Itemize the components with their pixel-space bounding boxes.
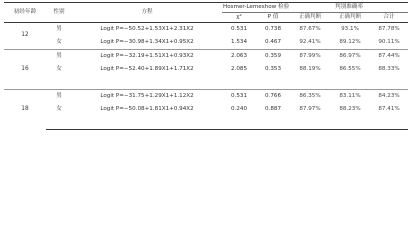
header-accuracy-col-2: 正确判断 [338, 13, 362, 20]
cell-formula: Logit P=−32.19+1.51X1+0.93X2 [72, 50, 222, 64]
cell-acc-total: 84.23% [370, 90, 408, 104]
header-equation: 方程 [141, 8, 153, 15]
header-hl-test: Hosmer-Lemeshow 检验 [222, 3, 290, 13]
cell-chi: 2.063 [222, 50, 256, 64]
cell-p: 0.467 [265, 38, 282, 45]
cell-chi [222, 116, 256, 130]
table-row [4, 76, 408, 90]
cell-p: 0.887 [265, 105, 282, 112]
header-accuracy: 判别准确率 [290, 3, 408, 13]
cell-sex: 男 [46, 90, 72, 104]
cell-acc-total: 88.33% [378, 65, 400, 72]
cell-p: 0.766 [256, 90, 290, 104]
table-row [4, 116, 408, 130]
cell-formula: Logit P=−50.08+1.81X1+0.94X2 [100, 105, 194, 112]
table-row [4, 50, 408, 64]
table-row [4, 23, 408, 37]
cell-acc-1: 87.67% [299, 25, 321, 32]
cell-acc-1 [290, 116, 330, 130]
cell-acc-total: 87.78% [378, 25, 400, 32]
cell-age: 16 [4, 50, 46, 90]
cell-age: 18 [4, 90, 46, 130]
header-row-1 [4, 3, 408, 13]
cell-acc-2: 86.55% [339, 65, 361, 72]
cell-p [256, 116, 290, 130]
cell-p: 0.353 [265, 65, 282, 72]
cell-formula: Logit P=−31.75+1.29X1+1.12X2 [72, 90, 222, 104]
table-row [4, 90, 408, 104]
cell-chi: 1.534 [230, 38, 247, 45]
cell-acc-2: 89.12% [339, 38, 361, 45]
cell-sex [46, 76, 72, 90]
cell-formula [72, 116, 222, 130]
cell-sex: 女 [56, 65, 62, 72]
cell-chi: 2.085 [230, 65, 247, 72]
cell-acc-1: 88.19% [299, 65, 321, 72]
cell-acc-1 [290, 76, 330, 90]
cell-p: 0.738 [265, 25, 282, 32]
cell-age: 12 [21, 32, 29, 39]
table-row [4, 36, 408, 50]
cell-acc-2: 93.1% [341, 25, 359, 32]
cell-sex: 男 [56, 25, 62, 32]
header-sex: 性别 [53, 8, 65, 15]
cell-acc-2 [330, 76, 370, 90]
cell-acc-2 [330, 116, 370, 130]
header-p-value: P 值 [267, 13, 279, 20]
cell-formula: Logit P=−30.98+1.34X1+0.95X2 [100, 38, 194, 45]
cell-sex [46, 116, 72, 130]
cell-p [256, 76, 290, 90]
cell-acc-2: 88.23% [339, 105, 361, 112]
table-row [4, 63, 408, 76]
cell-formula: Logit P=−50.52+1.53X1+2.31X2 [100, 25, 194, 32]
header-age: 初经年龄 [13, 8, 37, 15]
cell-chi [222, 76, 256, 90]
cell-acc-2: 86.97% [330, 50, 370, 64]
cell-acc-total [370, 76, 408, 90]
cell-acc-total: 87.44% [370, 50, 408, 64]
cell-chi: 0.531 [230, 25, 247, 32]
header-accuracy-total: 合计 [383, 13, 395, 20]
cell-sex: 女 [56, 105, 62, 112]
cell-acc-total: 90.11% [378, 38, 400, 45]
cell-acc-total: 87.41% [378, 105, 400, 112]
cell-chi: 0.531 [222, 90, 256, 104]
cell-acc-1: 92.41% [299, 38, 321, 45]
table-row [4, 103, 408, 116]
cell-acc-total [370, 116, 408, 130]
cell-formula: Logit P=−52.40+1.89X1+1.71X2 [100, 65, 194, 72]
cell-p: 0.359 [256, 50, 290, 64]
cell-formula [72, 76, 222, 90]
cell-acc-1: 87.99% [290, 50, 330, 64]
cell-sex: 女 [56, 38, 62, 45]
header-accuracy-col-1: 正确判断 [298, 13, 322, 20]
logistic-regression-table [4, 2, 408, 130]
cell-acc-2: 83.11% [330, 90, 370, 104]
cell-chi: 0.240 [230, 105, 247, 112]
cell-acc-1: 86.35% [290, 90, 330, 104]
cell-sex: 男 [46, 50, 72, 64]
cell-acc-1: 87.97% [299, 105, 321, 112]
header-chi-square: χ² [236, 13, 242, 20]
